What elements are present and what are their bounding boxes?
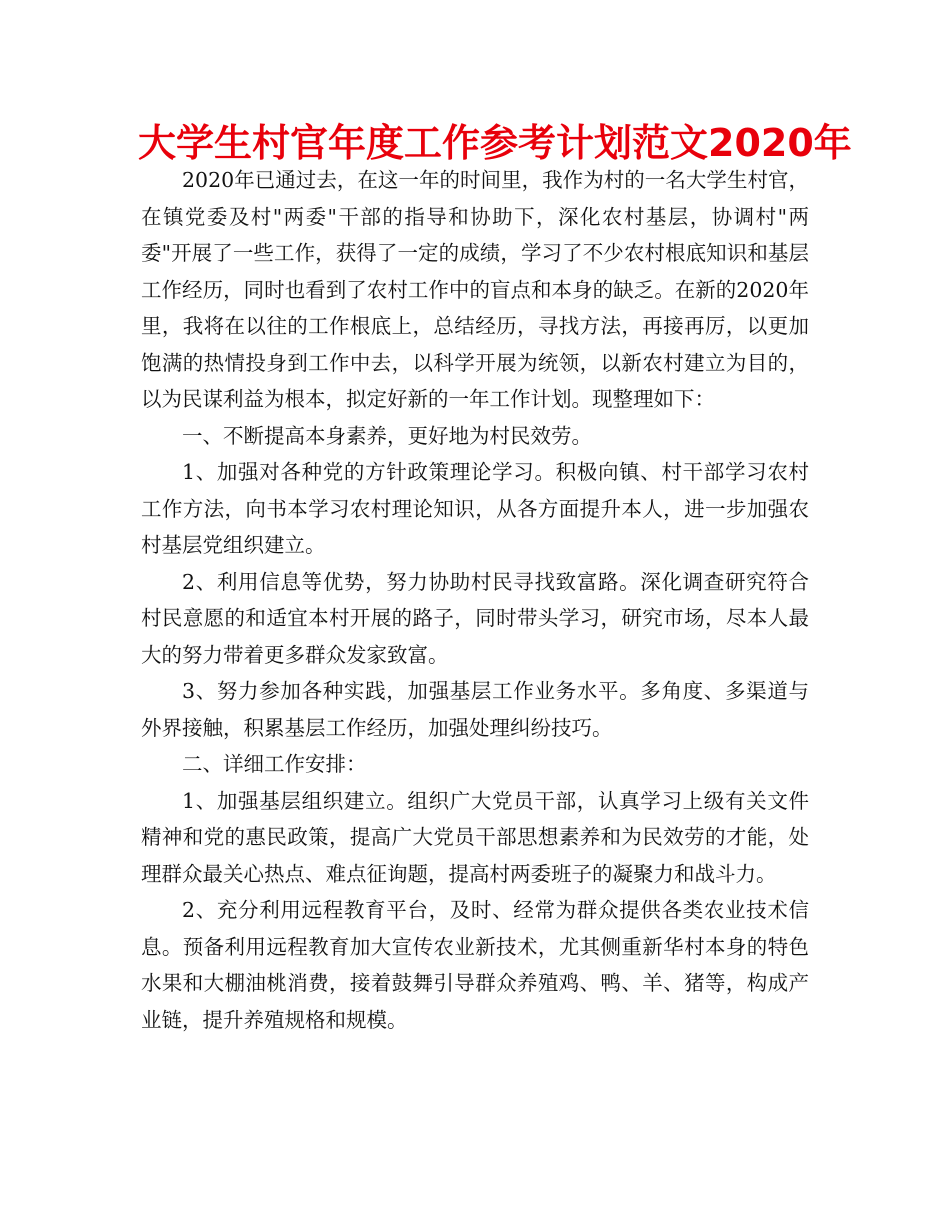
list-item: 3、努力参加各种实践，加强基层工作业务水平。多角度、多渠道与外界接触，积累基层工作经历，加强处理纠纷技巧。 [141,679,809,740]
list-item: 1、加强对各种党的方针政策理论学习。积极向镇、村干部学习农村工作方法，向书本学习农村理论知识，从各方面提升本人，进一步加强农村基层党组织建立。 [141,460,809,557]
list-item: 2、利用信息等优势，努力协助村民寻找致富路。深化调查研究符合村民意愿的和适宜本村开展的路子，同时带头学习，研究市场，尽本人最大的努力带着更多群众发家致富。 [141,569,809,667]
section-heading-2: 二、详细工作安排： [182,752,367,776]
document-title: 大学生村官年度工作参考计划范文2020年 [138,121,852,165]
section-heading-1: 一、不断提高本身素养，更好地为村民效劳。 [182,423,592,448]
intro-paragraph: 2020年已通过去，在这一年的时间里，我作为村的一名大学生村官，在镇党委及村"两委"干部的指导和协助下，深化农村基层，协调村"两委"开展了一些工作，获得了一定的成绩，学习了不少农村根底知识和基层工作经历，同时也看到了农村工作中的盲点和本身的缺乏。在新的2020年里，我将在以往的工作根底上，总结经历，寻找方法，再接再厉，以更加饱满的热情投身到工作中去，以科学开展为统领，以新农村建立为目的，以为民谋利益为根本，拟定好新的一年工作计划。现整理如下： [141,168,809,411]
document-body [141,162,809,1038]
list-item: 2、充分利用远程教育平台，及时、经常为群众提供各类农业技术信息。预备利用远程教育加大宣传农业新技术，尤其侧重新华村本身的特色水果和大棚油桃消费，接着鼓舞引导群众养殖鸡、鸭、羊、猪等，构成产业链，提升养殖规格和规模。 [141,898,809,1032]
list-item: 1、加强基层组织建立。组织广大党员干部，认真学习上级有关文件精神和党的惠民政策，提高广大党员干部思想素养和为民效劳的才能，处理群众最关心热点、难点征询题，提高村两委班子的凝聚力和战斗力。 [141,788,809,886]
